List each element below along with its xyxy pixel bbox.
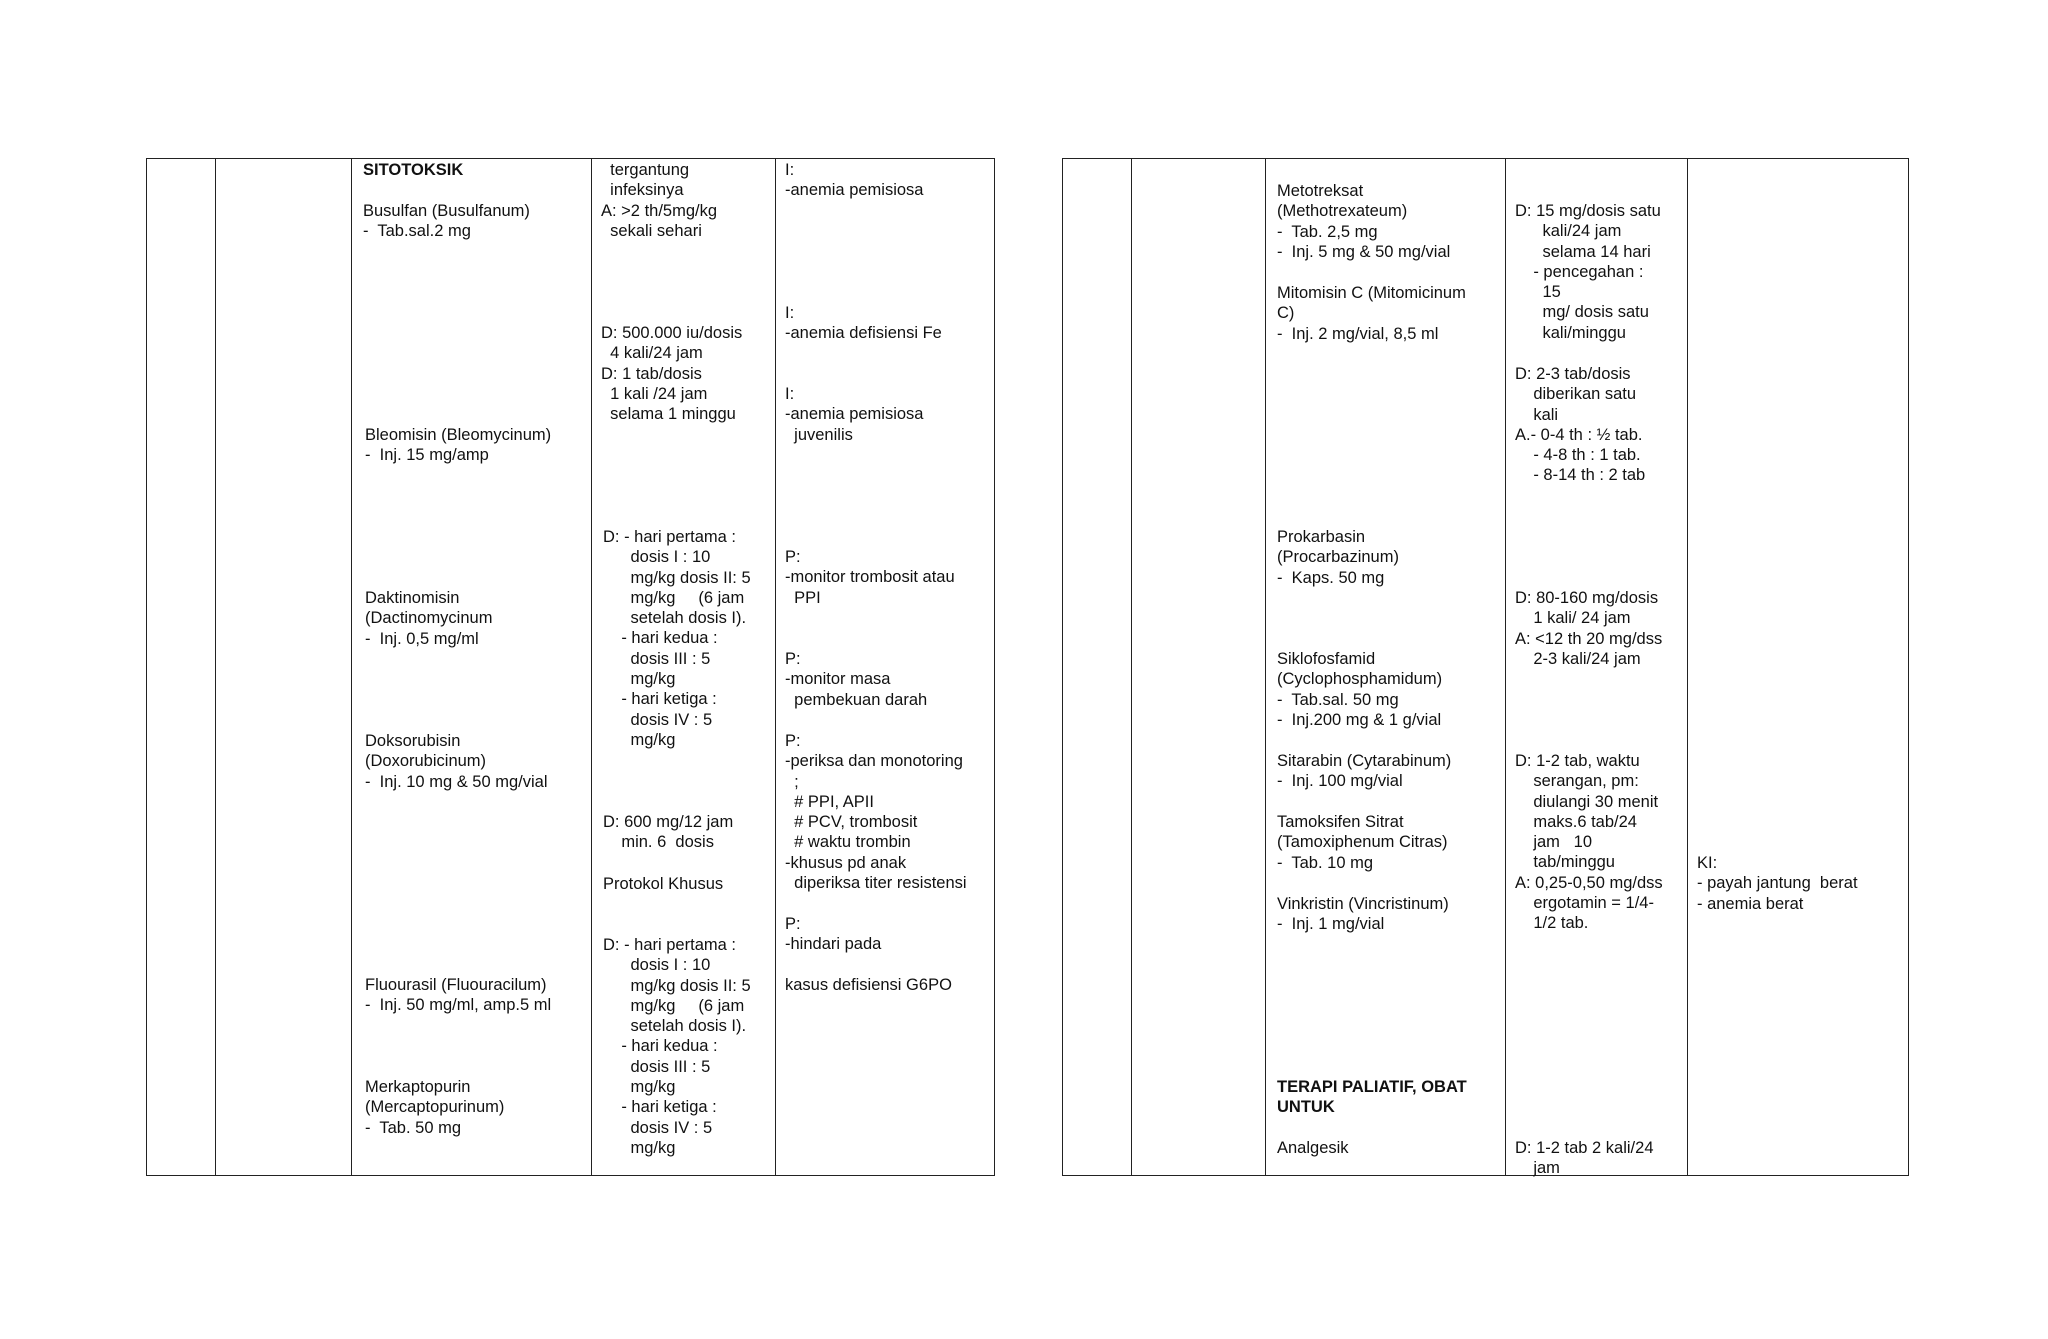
left-table: [146, 158, 995, 1176]
dosage-cell: D: 1-2 tab, waktu serangan, pm: diulangi 30 menit maks.6 tab/24 jam 10 tab/minggu A: 0,25-0,50 mg/dss ergotamin = 1/4- 1/2 tab.: [1515, 752, 1663, 933]
dosage-cell: D: - hari pertama : dosis I : 10 mg/kg dosis II: 5 mg/kg (6 jam setelah dosis I). - hari kedua : dosis III : 5 mg/kg - hari ketiga : dosis IV : 5 mg/kg: [603, 936, 751, 1157]
drug-tamoksifen: Tamoksifen Sitrat (Tamoxiphenum Citras) - Tab. 10 mg: [1277, 813, 1448, 872]
drug-siklofosfamid: Siklofosfamid (Cyclophosphamidum) - Tab.sal. 50 mg - Inj.200 mg & 1 g/vial: [1277, 650, 1443, 729]
drug-busulfan: Busulfan (Busulfanum) - Tab.sal.2 mg: [363, 202, 530, 241]
column-divider: [775, 159, 776, 1175]
dosage-cell: D: 2-3 tab/dosis diberikan satu kali A.- 0-4 th : ½ tab. - 4-8 th : 1 tab. - 8-14 th : 2 tab: [1515, 365, 1646, 485]
note-cell: P: -monitor trombosit atau PPI: [785, 548, 955, 607]
drug-daktinomisin: Daktinomisin (Dactinomycinum - Inj. 0,5 mg/ml: [365, 589, 493, 648]
drug-mitomisin: Mitomisin C (Mitomicinum C) - Inj. 2 mg/vial, 8,5 ml: [1277, 284, 1466, 343]
drug-sitarabin: Sitarabin (Cytarabinum) - Inj. 100 mg/vial: [1277, 752, 1452, 791]
note-cell: I: -anemia pemisiosa juvenilis: [785, 385, 924, 444]
drug-merkaptopurin: Merkaptopurin (Mercaptopurinum) - Tab. 50 mg: [365, 1078, 505, 1137]
column-divider: [1265, 159, 1266, 1175]
drug-metotreksat: Metotreksat (Methotrexateum) - Tab. 2,5 mg - Inj. 5 mg & 50 mg/vial: [1277, 182, 1451, 261]
column-divider: [591, 159, 592, 1175]
note-cell: kasus defisiensi G6PO: [785, 976, 952, 994]
dosage-cell: tergantung infeksinya A: >2 th/5mg/kg sekali sehari: [601, 161, 718, 240]
right-table: [1062, 158, 1909, 1176]
column-divider: [1131, 159, 1132, 1175]
column-divider: [215, 159, 216, 1175]
drug-fluourasil: Fluourasil (Fluouracilum) - Inj. 50 mg/ml, amp.5 ml: [365, 976, 552, 1015]
note-cell: P: -periksa dan monotoring ; # PPI, APII # PCV, trombosit # waktu trombin -khusus pd anak diperiksa titer resistensi: [785, 732, 967, 893]
note-cell: P: -monitor masa pembekuan darah: [785, 650, 928, 709]
contraindication-cell: KI: - payah jantung berat - anemia berat: [1697, 854, 1858, 913]
dosage-cell: Protokol Khusus: [603, 875, 724, 893]
section-heading-paliatif: TERAPI PALIATIF, OBAT UNTUK: [1277, 1078, 1467, 1117]
dosage-cell: D: 15 mg/dosis satu kali/24 jam selama 14 hari - pencegahan : 15 mg/ dosis satu kali/minggu: [1515, 202, 1661, 342]
dosage-cell: D: 600 mg/12 jam min. 6 dosis: [603, 813, 734, 852]
drug-analgesik: Analgesik: [1277, 1139, 1349, 1157]
section-heading-sitotoksik: SITOTOKSIK: [363, 161, 464, 179]
dosage-cell: D: - hari pertama : dosis I : 10 mg/kg dosis II: 5 mg/kg (6 jam setelah dosis I). - hari kedua : dosis III : 5 mg/kg - hari ketiga : dosis IV : 5 mg/kg: [603, 528, 751, 749]
drug-prokarbasin: Prokarbasin (Procarbazinum) - Kaps. 50 mg: [1277, 528, 1399, 587]
column-divider: [1687, 159, 1688, 1175]
drug-vinkristin: Vinkristin (Vincristinum) - Inj. 1 mg/vial: [1277, 895, 1449, 934]
dosage-cell: D: 1-2 tab 2 kali/24 jam: [1515, 1139, 1654, 1178]
dosage-cell: D: 500.000 iu/dosis 4 kali/24 jam D: 1 tab/dosis 1 kali /24 jam selama 1 minggu: [601, 324, 743, 424]
note-cell: I: -anemia pemisiosa: [785, 161, 924, 200]
note-cell: P: -hindari pada: [785, 915, 882, 954]
column-divider: [1505, 159, 1506, 1175]
dosage-cell: D: 80-160 mg/dosis 1 kali/ 24 jam A: <12 th 20 mg/dss 2-3 kali/24 jam: [1515, 589, 1663, 668]
column-divider: [351, 159, 352, 1175]
drug-bleomisin: Bleomisin (Bleomycinum) - Inj. 15 mg/amp: [365, 426, 552, 465]
drug-doksorubisin: Doksorubisin (Doxorubicinum) - Inj. 10 mg & 50 mg/vial: [365, 732, 548, 791]
note-cell: I: -anemia defisiensi Fe: [785, 304, 942, 343]
